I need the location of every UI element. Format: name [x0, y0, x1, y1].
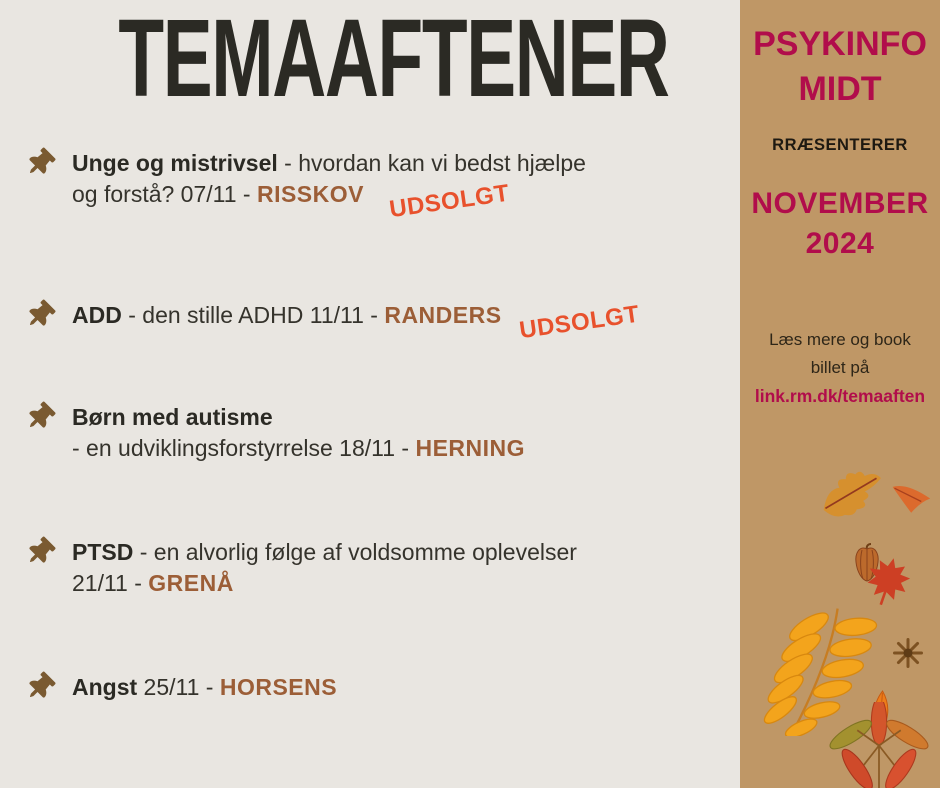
event-title: Angst [72, 674, 138, 700]
event-title: ADD [72, 302, 122, 328]
event-text-line [72, 433, 712, 464]
event-text-line [72, 402, 712, 433]
event-description: - en alvorlig følge af voldsomme oplevelser [133, 539, 577, 565]
event-location: HORSENS [219, 674, 338, 700]
oak-leaf-icon [812, 460, 891, 527]
brand-tagline: RRÆSENTERER [772, 136, 908, 154]
event-description: 21/11 - [72, 570, 149, 596]
event-text-line [72, 300, 712, 345]
event-text-line [72, 568, 712, 599]
pushpin-icon [20, 532, 60, 572]
booking-link[interactable]: link.rm.dk/temaaften [754, 386, 926, 406]
event-item-unge-og-mistrivsel [26, 148, 712, 224]
pushpin-icon [20, 143, 60, 183]
event-item-add [26, 300, 712, 345]
event-description: - en udviklingsforstyrrelse 18/11 - [72, 435, 416, 461]
event-description: - hvordan kan vi bedst hjælpe [277, 150, 586, 176]
event-item-born-med-autisme [26, 402, 712, 464]
event-location: RANDERS [384, 302, 502, 328]
brand-line2: MIDT [798, 70, 882, 108]
event-text-line [72, 672, 712, 703]
maple-leaf-icon [856, 549, 919, 612]
soldout-stamp: UDSOLGT [387, 179, 512, 224]
booking-info-line1: Læs mere og book [769, 330, 911, 349]
event-description: og forstå? 07/11 - [72, 181, 257, 207]
event-description: 25/11 - [137, 674, 220, 700]
event-location: GRENÅ [148, 570, 234, 596]
event-text-line [72, 537, 712, 568]
brand-title [740, 22, 940, 112]
event-title: PTSD [72, 539, 134, 565]
event-location: HERNING [415, 435, 526, 461]
event-title: Unge og mistrivsel [72, 150, 278, 176]
booking-info-line2: billet på [810, 358, 870, 377]
pushpin-icon [20, 667, 60, 707]
small-leaf-icon [888, 479, 934, 519]
page-title: TEMAAFTENER [118, 0, 669, 120]
brand-line1: PSYKINFO [753, 25, 927, 63]
event-description: - den stille ADHD 11/11 - [121, 302, 385, 328]
soldout-stamp: UDSOLGT [517, 300, 641, 345]
star-anise-icon [890, 636, 926, 670]
month-heading [740, 184, 940, 264]
sidebar [740, 0, 940, 788]
event-item-ptsd [26, 537, 712, 599]
booking-info [740, 326, 940, 410]
creeper-leaf-icon [824, 702, 934, 788]
event-text-line [72, 148, 712, 179]
pushpin-icon [20, 397, 60, 437]
event-location: RISSKOV [256, 181, 364, 207]
month-line2: 2024 [805, 227, 875, 260]
month-line1: NOVEMBER [751, 187, 929, 220]
event-text-line [72, 179, 712, 224]
event-item-angst [26, 672, 712, 703]
pushpin-icon [20, 295, 60, 335]
event-title: Børn med autisme [72, 404, 273, 430]
